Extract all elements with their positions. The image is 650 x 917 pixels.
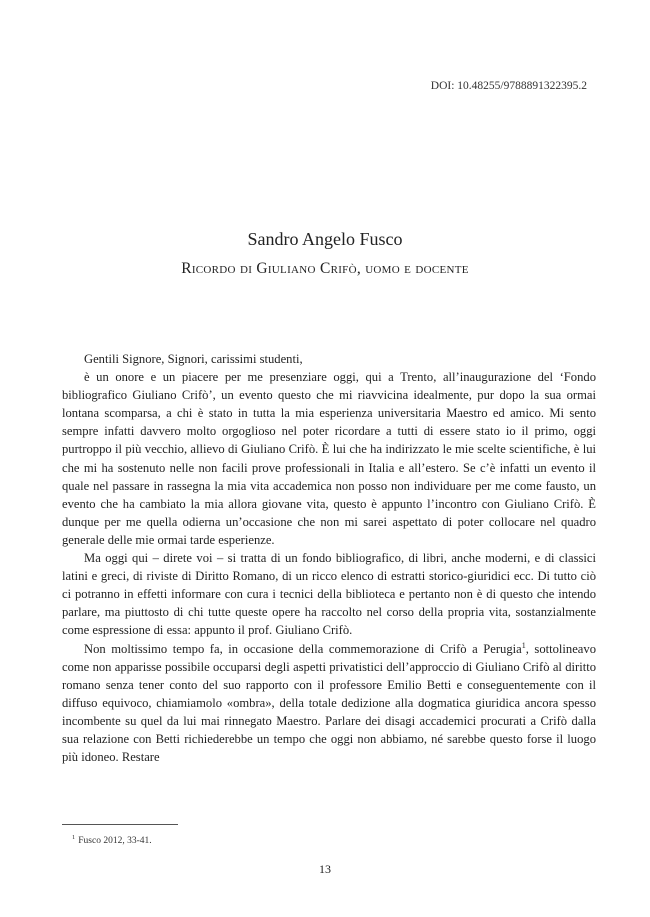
article-body bbox=[62, 350, 596, 766]
paragraph bbox=[62, 640, 596, 767]
paragraph-text-continued: , sottolineavo come non apparisse possibile occuparsi degli aspetti privatistici dell’approccio di Giuliano Crifò al diritto romano senza tener conto del suo rapporto con il professore Emilio Betti e conseguentemente con il diffuso equivoco, chiamiamolo «ombra», della totale dedizione alla dogmatica giuridica ancora spesso incombente su quel da lui mai rinnegato Maestro. Parlare dei disagi accademici procurati a Crifò dalla sua relazione con Betti richiederebbe un tempo che oggi non abbiamo, né sarebbe questo forse il luogo più idoneo. Restare bbox=[62, 641, 596, 765]
paragraph-text: è un onore e un piacere per me presenziare oggi, qui a Trento, all’inaugurazione del ‘Fondo bibliografico Giuliano Crifò’, un evento questo che mi riavvicina idealmente, pur dopo la sua ormai lontana scomparsa, a chi è stato in tutta la mia esperienza universitaria Maestro ed amico. Mi sento sempre infatti davvero molto orgoglioso nel poter ricordare a tutti di essere stato io il primo, oggi purtroppo il più vecchio, allievo di Giuliano Crifò. È lui che ha indirizzato le mie scelte scientifiche, è lui che mi ha sostenuto nelle non facili prove professionali in Italia e all’estero. Se c’è infatti un evento il quale nel passare in rassegna la mia vita accademica non posso non individuare per me come fausto, un evento che ha cambiato la mia allora giovane vita, questo è appunto l’incontro con Giuliano Crifò. È dunque per me quella odierna un’occasione che non mi sarei aspettato di poter collocare nel quadro generale delle mie ormai tarde esperienze. bbox=[62, 370, 596, 547]
page-number: 13 bbox=[319, 862, 331, 876]
footnote-reference: 1 bbox=[521, 640, 526, 650]
paragraph bbox=[62, 368, 596, 549]
footnote bbox=[72, 834, 152, 846]
article-title: Ricordo di Giuliano Crifò, uomo e docente bbox=[181, 260, 469, 277]
paragraph-text: Gentili Signore, Signori, carissimi studenti, bbox=[84, 352, 303, 366]
doi-line: DOI: 10.48255/9788891322395.2 bbox=[430, 80, 587, 92]
footnote-text: Fusco 2012, 33-41. bbox=[78, 836, 152, 847]
paragraph bbox=[62, 549, 596, 639]
paragraph bbox=[62, 350, 596, 368]
paragraph-text: Non moltissimo tempo fa, in occasione della commemorazione di Crifò a Perugia bbox=[84, 641, 522, 656]
footnote-divider bbox=[62, 824, 178, 825]
article-author: Sandro Angelo Fusco bbox=[247, 229, 403, 249]
footnote-number: 1 bbox=[72, 834, 76, 841]
paragraph-text: Ma oggi qui – direte voi – si tratta di un fondo bibliografico, di libri, anche moderni, e di classici latini e greci, di riviste di Diritto Romano, di un ricco elenco di estratti storico-giuridici ecc. Di tutto ciò ci potranno in effetti informare con cura i tecnici della biblioteca e pertanto non è di questo che intendo parlare, ma piuttosto di chi tutte queste opere ha raccolto nel corso della propria vita, sostanzialmente come espressione di essa: appunto il prof. Giuliano Crifò. bbox=[62, 551, 596, 638]
